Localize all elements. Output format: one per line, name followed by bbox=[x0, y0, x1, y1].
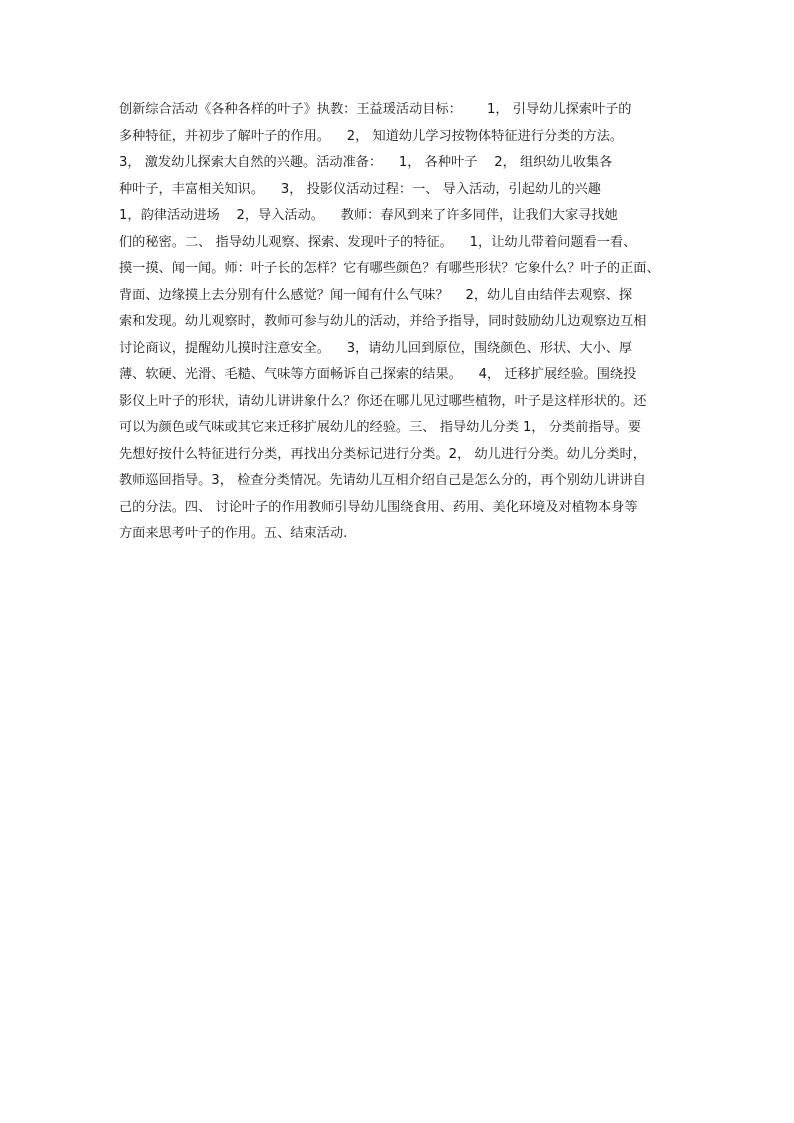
text-line: 讨论商议，提醒幼儿摸时注意安全。 3，请幼儿回到原位，围绕颜色、形状、大小、厚 bbox=[119, 340, 633, 356]
text-line: 摸一摸、闻一闻。师：叶子长的怎样？它有哪些颜色？有哪些形状？它象什么？叶子的正面、 bbox=[119, 261, 660, 276]
text-line: 薄、软硬、光滑、毛糙、气味等方面畅诉自己探索的结果。 4， 迁移扩展经验。围绕投 bbox=[119, 367, 637, 382]
text-line: 多种特征，并初步了解叶子的作用。 2， 知道幼儿学习按物体特征进行分类的方法。 bbox=[119, 128, 624, 144]
text-line: 3， 激发幼儿探索大自然的兴趣。活动准备： 1， 各种叶子 2， 组织幼儿收集各 bbox=[119, 155, 613, 170]
text-line: 索和发现。幼儿观察时，教师可参与幼儿的活动，并给予指导，同时鼓励幼儿边观察边互相 bbox=[119, 314, 647, 329]
text-line: 己的分法。四、 讨论叶子的作用教师引导幼儿围绕食用、药用、美化环境及对植物本身等 bbox=[119, 499, 638, 515]
document-body bbox=[119, 97, 679, 548]
text-line: 创新综合活动《各种各样的叶子》执教：王益瑗活动目标： 1， 引导幼儿探索叶子的 bbox=[119, 102, 632, 117]
text-line: 1，韵律活动进场 2，导入活动。 教师：春风到来了许多同伴，让我们大家寻找她 bbox=[119, 208, 618, 223]
text-line: 影仪上叶子的形状，请幼儿讲讲象什么？你还在哪儿见过哪些植物，叶子是这样形状的。还 bbox=[119, 393, 647, 409]
text-line: 方面来思考叶子的作用。五、结束活动. bbox=[119, 526, 348, 541]
text-line: 可以为颜色或气味或其它来迁移扩展幼儿的经验。三、 指导幼儿分类 1， 分类前指导。要 bbox=[119, 420, 642, 435]
text-line: 先想好按什么特征进行分类，再找出分类标记进行分类。2， 幼儿进行分类。幼儿分类时， bbox=[119, 446, 646, 462]
text-line: 种叶子，丰富相关知识。 3， 投影仪活动过程：一、 导入活动，引起幼儿的兴趣 bbox=[119, 181, 601, 197]
text-line: 教师巡回指导。3， 检查分类情况。先请幼儿互相介绍自己是怎么分的，再个别幼儿讲讲自 bbox=[119, 473, 646, 488]
text-line: 们的秘密。二、 指导幼儿观察、探索、发现叶子的特征。 1，让幼儿带着问题看一看、 bbox=[119, 234, 637, 250]
text-line: 背面、边缘摸上去分别有什么感觉？闻一闻有什么气味？ 2，幼儿自由结伴去观察、探 bbox=[119, 287, 633, 303]
